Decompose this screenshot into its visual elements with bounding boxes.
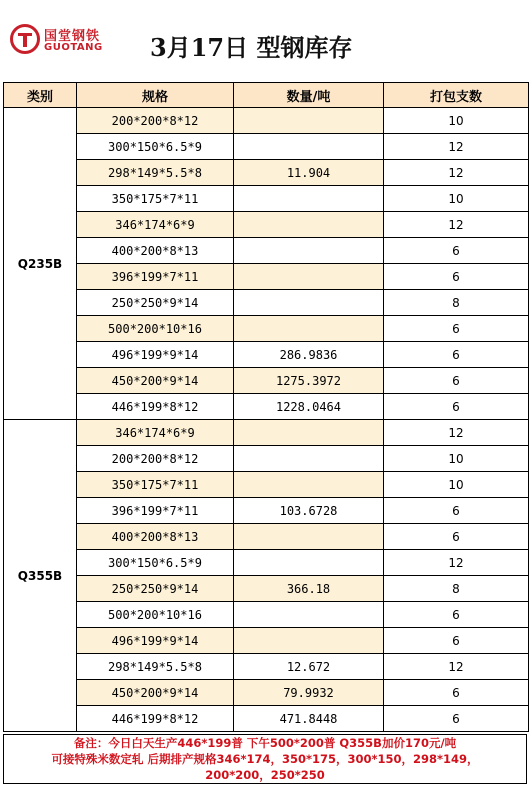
pack-count-cell: 10: [384, 446, 529, 472]
table-row: [4, 524, 529, 550]
spec-cell: 346*174*6*9: [77, 420, 234, 446]
quantity-cell: [234, 238, 384, 264]
header-spec: 规格: [77, 83, 234, 108]
table-row: [4, 316, 529, 342]
table-row: [4, 628, 529, 654]
category-cell: Q355B: [4, 420, 77, 732]
quantity-cell: [234, 316, 384, 342]
quantity-cell: [234, 472, 384, 498]
table-row: [4, 576, 529, 602]
pack-count-cell: 12: [384, 550, 529, 576]
pack-count-cell: 8: [384, 576, 529, 602]
spec-cell: 298*149*5.5*8: [77, 654, 234, 680]
quantity-cell: [234, 446, 384, 472]
quantity-cell: [234, 628, 384, 654]
quantity-cell: [234, 550, 384, 576]
pack-count-cell: 12: [384, 212, 529, 238]
remark-line: 备注：今日白天生产446*199普 下午500*200普 Q355B加价170元/吨: [73, 736, 457, 750]
category-cell: Q235B: [4, 108, 77, 420]
quantity-cell: [234, 212, 384, 238]
table-row: [4, 706, 529, 732]
pack-count-cell: 12: [384, 654, 529, 680]
header: [0, 0, 530, 80]
table-row: [4, 420, 529, 446]
spec-cell: 450*200*9*14: [77, 680, 234, 706]
table-row: [4, 212, 529, 238]
spec-cell: 496*199*9*14: [77, 628, 234, 654]
quantity-cell: 11.904: [234, 160, 384, 186]
spec-cell: 396*199*7*11: [77, 264, 234, 290]
pack-count-cell: 8: [384, 290, 529, 316]
spec-cell: 496*199*9*14: [77, 342, 234, 368]
quantity-cell: [234, 186, 384, 212]
quantity-cell: 1275.3972: [234, 368, 384, 394]
spec-cell: 500*200*10*16: [77, 316, 234, 342]
table-header-row: [4, 83, 529, 108]
pack-count-cell: 6: [384, 342, 529, 368]
company-logo: [10, 24, 130, 60]
spec-cell: 346*174*6*9: [77, 212, 234, 238]
table-row: [4, 602, 529, 628]
spec-cell: 350*175*7*11: [77, 186, 234, 212]
spec-cell: 300*150*6.5*9: [77, 550, 234, 576]
pack-count-cell: 6: [384, 368, 529, 394]
quantity-cell: [234, 108, 384, 134]
remark-line: 可接特殊米数定轧 后期排产规格346*174，350*175，300*150，298*149，: [51, 752, 479, 766]
quantity-cell: [234, 420, 384, 446]
pack-count-cell: 12: [384, 134, 529, 160]
spec-cell: 450*200*9*14: [77, 368, 234, 394]
table-row: [4, 134, 529, 160]
table-row: [4, 654, 529, 680]
table-row: [4, 680, 529, 706]
remarks-box: [3, 734, 527, 784]
table-row: [4, 108, 529, 134]
pack-count-cell: 10: [384, 108, 529, 134]
spec-cell: 396*199*7*11: [77, 498, 234, 524]
spec-cell: 250*250*9*14: [77, 576, 234, 602]
quantity-cell: 366.18: [234, 576, 384, 602]
pack-count-cell: 6: [384, 628, 529, 654]
quantity-cell: [234, 602, 384, 628]
logo-emblem-icon: [10, 24, 40, 54]
quantity-cell: 471.8448: [234, 706, 384, 732]
table-row: [4, 160, 529, 186]
spec-cell: 298*149*5.5*8: [77, 160, 234, 186]
quantity-cell: 79.9932: [234, 680, 384, 706]
spec-cell: 446*199*8*12: [77, 706, 234, 732]
logo-name-cn: 国堂钢铁: [44, 29, 101, 44]
pack-count-cell: 6: [384, 706, 529, 732]
spec-cell: 400*200*8*13: [77, 238, 234, 264]
inventory-table: [3, 82, 529, 732]
pack-count-cell: 6: [384, 264, 529, 290]
table-row: [4, 394, 529, 420]
pack-count-cell: 10: [384, 472, 529, 498]
quantity-cell: 1228.0464: [234, 394, 384, 420]
quantity-cell: [234, 134, 384, 160]
quantity-cell: [234, 264, 384, 290]
table-row: [4, 368, 529, 394]
table-body: [4, 108, 529, 732]
pack-count-cell: 10: [384, 186, 529, 212]
table-row: [4, 472, 529, 498]
quantity-cell: 12.672: [234, 654, 384, 680]
header-pack-count: 打包支数: [384, 83, 529, 108]
pack-count-cell: 12: [384, 160, 529, 186]
quantity-cell: 286.9836: [234, 342, 384, 368]
table-row: [4, 498, 529, 524]
header-quantity: 数量/吨: [234, 83, 384, 108]
pack-count-cell: 6: [384, 524, 529, 550]
spec-cell: 250*250*9*14: [77, 290, 234, 316]
pack-count-cell: 6: [384, 498, 529, 524]
pack-count-cell: 6: [384, 602, 529, 628]
pack-count-cell: 6: [384, 394, 529, 420]
spec-cell: 350*175*7*11: [77, 472, 234, 498]
header-category: 类别: [4, 83, 77, 108]
table-row: [4, 446, 529, 472]
remark-line: 200*200，250*250: [205, 768, 325, 782]
page-title: 3月17日 型钢库存: [150, 33, 353, 62]
table-row: [4, 342, 529, 368]
spec-cell: 200*200*8*12: [77, 446, 234, 472]
pack-count-cell: 12: [384, 420, 529, 446]
table-row: [4, 550, 529, 576]
quantity-cell: [234, 524, 384, 550]
pack-count-cell: 6: [384, 238, 529, 264]
pack-count-cell: 6: [384, 316, 529, 342]
spec-cell: 500*200*10*16: [77, 602, 234, 628]
table-row: [4, 238, 529, 264]
pack-count-cell: 6: [384, 680, 529, 706]
spec-cell: 300*150*6.5*9: [77, 134, 234, 160]
quantity-cell: [234, 290, 384, 316]
spec-cell: 446*199*8*12: [77, 394, 234, 420]
table-row: [4, 186, 529, 212]
table-row: [4, 290, 529, 316]
logo-name-en: GUOTANG: [44, 42, 103, 53]
table-row: [4, 264, 529, 290]
spec-cell: 400*200*8*13: [77, 524, 234, 550]
quantity-cell: 103.6728: [234, 498, 384, 524]
spec-cell: 200*200*8*12: [77, 108, 234, 134]
